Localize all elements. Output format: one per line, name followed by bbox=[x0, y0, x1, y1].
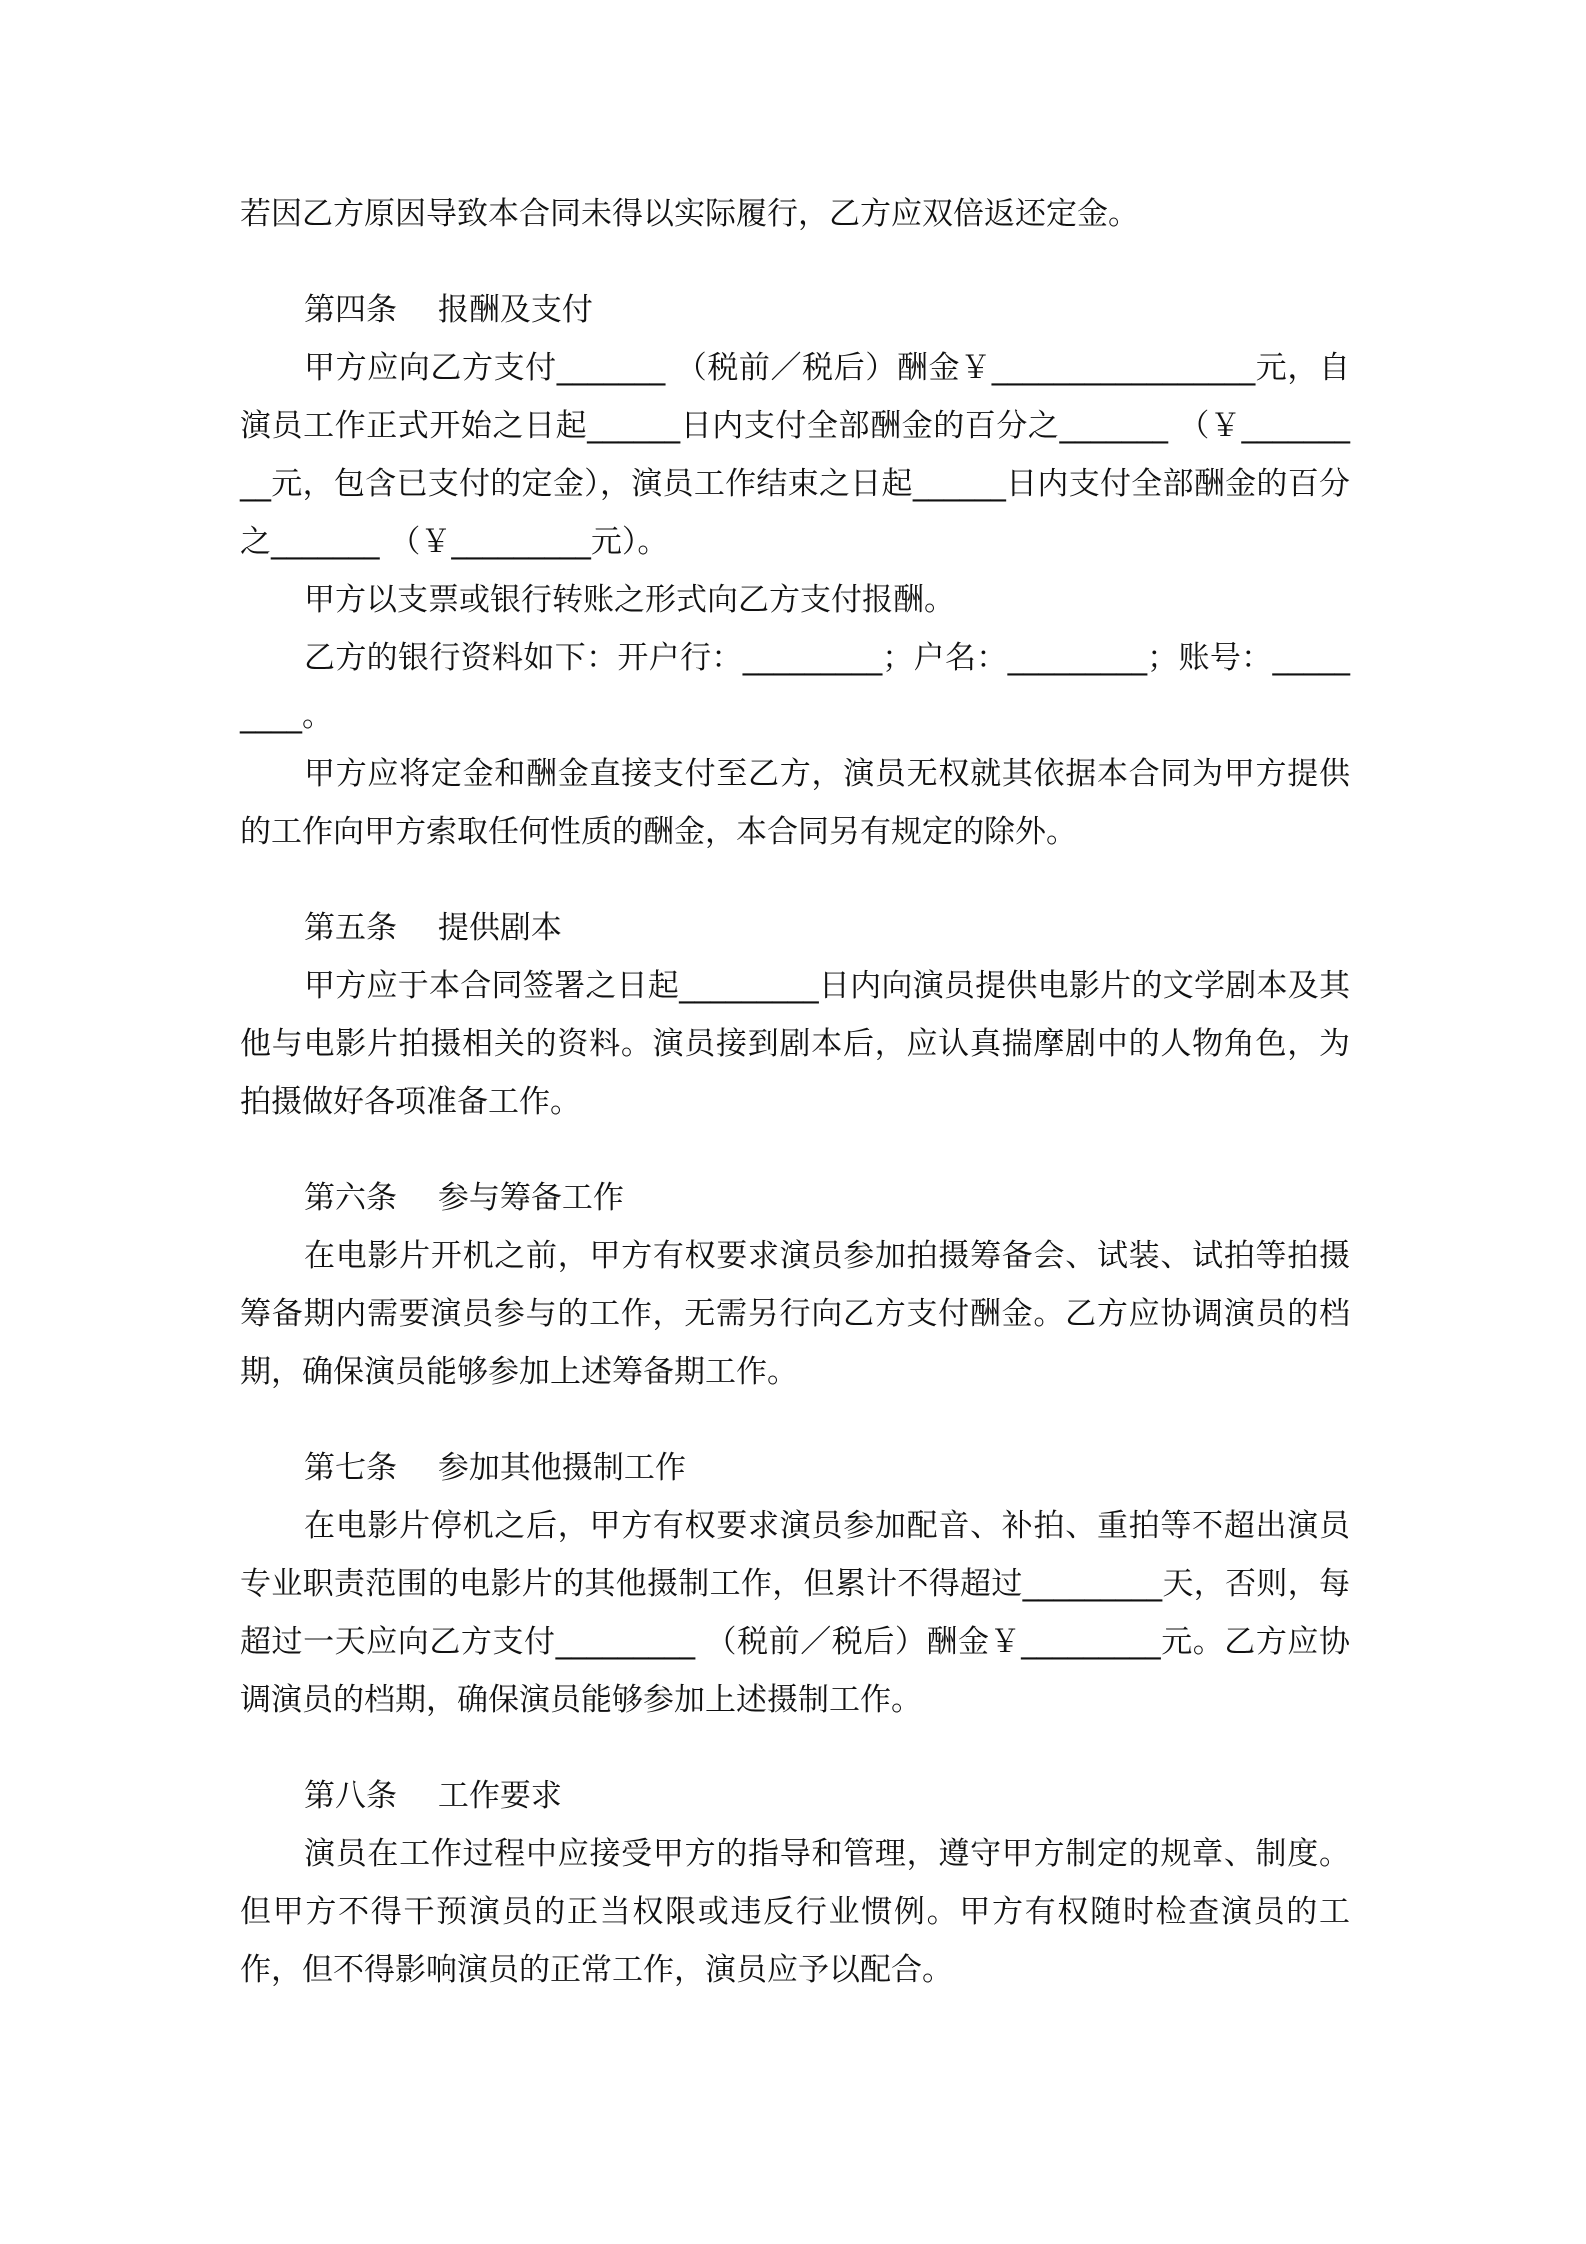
paragraph-preparation-work: 在电影片开机之前，甲方有权要求演员参加拍摄筹备会、试装、试拍等拍摄筹备期内需要演员参与的工作，无需另行向乙方支付酬金。乙方应协调演员的档期，确保演员能够参加上述筹备期工作。 bbox=[240, 1238, 1350, 1390]
paragraph-bank-info: 乙方的银行资料如下：开户行：_________；户名：_________；账号：_________。 bbox=[240, 640, 1350, 734]
paragraph-direct-payment: 甲方应将定金和酬金直接支付至乙方，演员无权就其依据本合同为甲方提供的工作向甲方索取任何性质的酬金，本合同另有规定的除外。 bbox=[240, 756, 1350, 850]
paragraph-work-requirements: 演员在工作过程中应接受甲方的指导和管理，遵守甲方制定的规章、制度。但甲方不得干预演员的正当权限或违反行业惯例。甲方有权随时检查演员的工作，但不得影响演员的正常工作，演员应予以配合。 bbox=[240, 1836, 1350, 1988]
paragraph-payment-method: 甲方以支票或银行转账之形式向乙方支付报酬。 bbox=[304, 582, 955, 618]
paragraph-deposit-refund: 若因乙方原因导致本合同未得以实际履行，乙方应双倍返还定金。 bbox=[240, 196, 1139, 232]
heading-article-8: 第八条 工作要求 bbox=[304, 1778, 562, 1814]
paragraph-script-provision: 甲方应于本合同签署之日起_________日内向演员提供电影片的文学剧本及其他与电影片拍摄相关的资料。演员接到剧本后，应认真揣摩剧中的人物角色，为拍摄做好各项准备工作。 bbox=[240, 968, 1350, 1120]
heading-article-4: 第四条 报酬及支付 bbox=[304, 292, 593, 328]
document-body bbox=[240, 185, 1350, 1999]
heading-article-7: 第七条 参加其他摄制工作 bbox=[304, 1450, 686, 1486]
paragraph-payment-terms: 甲方应向乙方支付_______ （税前／税后）酬金￥_________________元，自演员工作正式开始之日起______日内支付全部酬金的百分之_______ （￥_________元，包含已支付的定金），演员工作结束之日起______日内支付全部酬金的百分之_______ （￥_________元）。 bbox=[240, 350, 1350, 560]
heading-article-6: 第六条 参与筹备工作 bbox=[304, 1180, 624, 1216]
heading-article-5: 第五条 提供剧本 bbox=[304, 910, 562, 946]
paragraph-other-production-work: 在电影片停机之后，甲方有权要求演员参加配音、补拍、重拍等不超出演员专业职责范围的电影片的其他摄制工作，但累计不得超过_________天，否则，每超过一天应向乙方支付_________ （税前／税后）酬金￥_________元。乙方应协调演员的档期，确保演员能够参加上述摄制工作。 bbox=[240, 1508, 1350, 1718]
